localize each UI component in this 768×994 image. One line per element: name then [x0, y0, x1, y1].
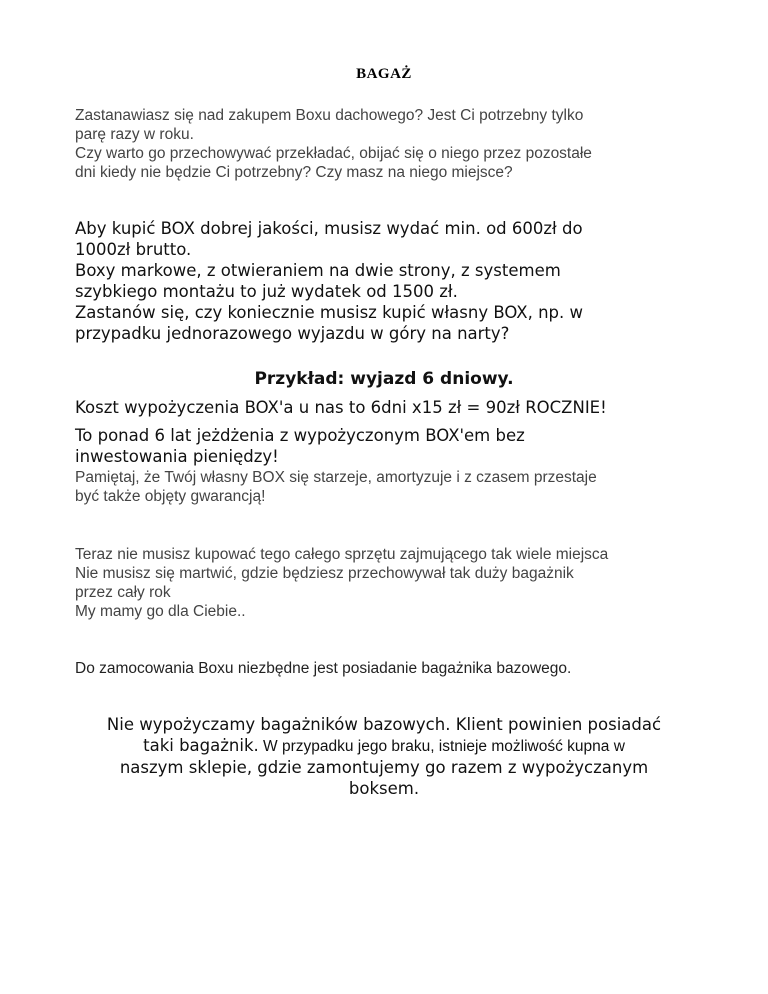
- intro-line: Czy warto go przechowywać przekładać, obijać się o niego przez pozostałe: [75, 145, 592, 162]
- price-line: przypadku jednorazowego wyjazdu w góry na narty?: [75, 324, 510, 343]
- no-investment-line: To ponad 6 lat jeżdżenia z wypożyczonym BOX'em bez: [75, 426, 525, 445]
- no-investment-paragraph: [75, 425, 705, 467]
- price-line: Aby kupić BOX dobrej jakości, musisz wydać min. od 600zł do: [75, 219, 583, 238]
- space-line: przez cały rok: [75, 584, 171, 601]
- space-line: Teraz nie musisz kupować tego całego sprzętu zajmującego tak wiele miejsca: [75, 546, 609, 563]
- rack-line: boksem.: [348, 779, 420, 798]
- mount-text: Do zamocowania Boxu niezbędne jest posiadanie bagażnika bazowego.: [75, 660, 572, 677]
- intro-paragraph: [75, 106, 705, 182]
- intro-line: parę razy w roku.: [75, 126, 194, 143]
- rack-line: Nie wypożyczamy bagażników bazowych. Klient powinien posiadać: [106, 715, 662, 734]
- example-heading: Przykład: wyjazd 6 dniowy.: [254, 369, 514, 389]
- remember-paragraph: [75, 468, 705, 506]
- space-line: My mamy go dla Ciebie..: [75, 603, 246, 620]
- remember-line: być także objęty gwarancją!: [75, 488, 266, 505]
- intro-line: Zastanawiasz się nad zakupem Boxu dachowego? Jest Ci potrzebny tylko: [75, 107, 584, 124]
- no-investment-line: inwestowania pieniędzy!: [75, 447, 279, 466]
- cost-text: Koszt wypożyczenia BOX'a u nas to 6dni x15 zł = 90zł ROCZNIE!: [75, 398, 607, 417]
- rack-paragraph: [60, 714, 708, 799]
- cost-line: [75, 397, 705, 418]
- intro-line: dni kiedy nie będzie Ci potrzebny? Czy masz na niego miejsce?: [75, 164, 513, 181]
- price-line: 1000zł brutto.: [75, 240, 192, 259]
- rack-line: naszym sklepie, gdzie zamontujemy go razem z wypożyczanym: [119, 758, 649, 777]
- space-line: Nie musisz się martwić, gdzie będziesz przechowywał tak duży bagażnik: [75, 565, 574, 582]
- price-line: Zastanów się, czy koniecznie musisz kupić własny BOX, np. w: [75, 303, 583, 322]
- rack-line-part: W przypadku jego braku, istnieje możliwość kupna w: [258, 738, 625, 755]
- remember-line: Pamiętaj, że Twój własny BOX się starzeje, amortyzuje i z czasem przestaje: [75, 469, 597, 486]
- price-line: szybkiego montażu to już wydatek od 1500 zł.: [75, 282, 458, 301]
- space-paragraph: [75, 545, 705, 621]
- price-line: Boxy markowe, z otwieraniem na dwie strony, z systemem: [75, 261, 561, 280]
- page-title: BAGAŻ: [356, 66, 412, 82]
- rack-line: [60, 735, 708, 757]
- mount-paragraph: [75, 659, 705, 678]
- price-paragraph: [75, 218, 705, 344]
- rack-line-part: taki bagażnik.: [143, 736, 259, 755]
